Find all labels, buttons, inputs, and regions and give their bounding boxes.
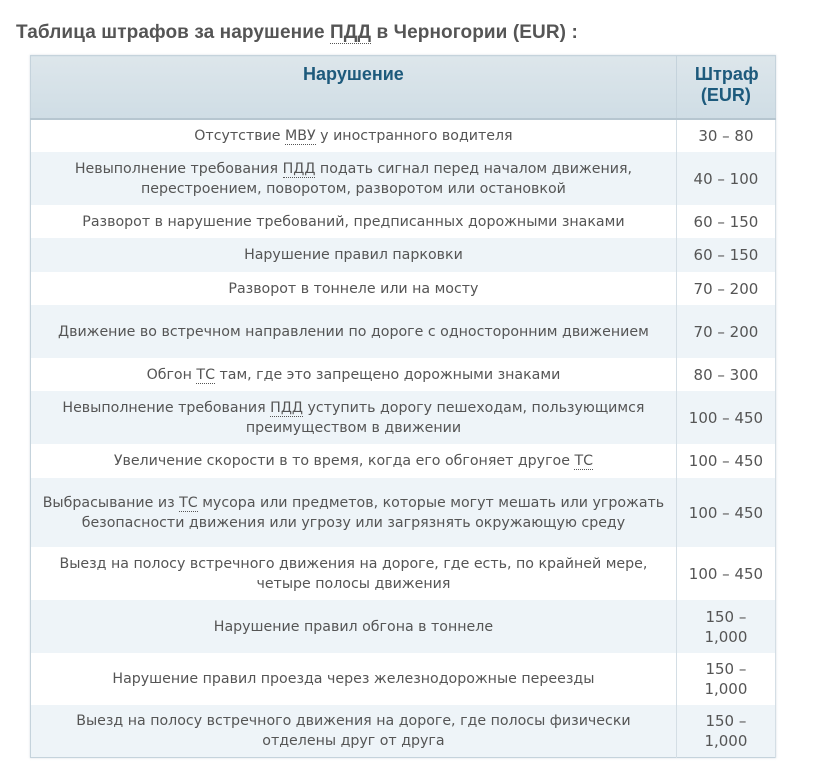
- violation-cell: Разворот в нарушение требований, предписанных дорожными знаками: [31, 205, 677, 238]
- violation-text: уступить дорогу пешеходам, пользующимся преимуществом в движении: [245, 399, 645, 436]
- violation-cell: [31, 119, 677, 152]
- abbr-pdd[interactable]: ПДД: [282, 160, 316, 177]
- fine-cell: 70 – 200: [676, 305, 775, 358]
- fine-cell: 80 – 300: [676, 358, 775, 391]
- table-row: [31, 391, 776, 444]
- table-row: [31, 205, 776, 238]
- violation-text: там, где это запрещено дорожными знаками: [214, 366, 561, 383]
- violation-cell: [31, 358, 677, 391]
- page-title: [16, 22, 578, 44]
- page-title-suffix: в Черногории (EUR) :: [371, 22, 578, 43]
- table-row: [31, 444, 776, 478]
- fine-cell: 40 – 100: [676, 152, 775, 205]
- table-row: [31, 600, 776, 653]
- abbr-ts[interactable]: ТС: [179, 494, 198, 511]
- fine-cell: 70 – 200: [676, 272, 775, 305]
- table-row: [31, 305, 776, 358]
- violation-cell: [31, 391, 677, 444]
- fine-value: 150 – 1,000: [704, 660, 748, 698]
- table-row: [31, 547, 776, 600]
- table-row: [31, 272, 776, 305]
- violation-text: Выбрасывание из: [42, 494, 180, 511]
- abbr-pdd[interactable]: ПДД: [270, 399, 303, 416]
- violation-text: Увеличение скорости в то время, когда его обгоняет другое: [113, 453, 575, 469]
- table-row: [31, 705, 776, 758]
- fine-cell: [676, 705, 775, 758]
- table-row: [31, 119, 776, 152]
- fine-value: 150 – 1,000: [704, 712, 748, 750]
- violation-cell: Выезд на полосу встречного движения на дороге, где полосы физически отделены друг от друга: [31, 705, 677, 758]
- table-row: [31, 478, 776, 547]
- fine-cell: 100 – 450: [676, 547, 775, 600]
- abbr-ts[interactable]: ТС: [574, 453, 594, 469]
- violation-text: Обгон: [146, 366, 197, 383]
- violation-text: Невыполнение требования: [74, 160, 283, 177]
- violation-cell: [31, 152, 677, 205]
- column-header-violation: Нарушение: [31, 56, 677, 120]
- violation-text: мусора или предметов, которые могут мешать или угрожать безопасности движения или угрозу или загрязнять окружающую среду: [81, 494, 665, 531]
- violation-cell: Нарушение правил проезда через железнодорожные переезды: [31, 653, 677, 705]
- violation-text: подать сигнал перед началом движения, перестроением, поворотом, разворотом или остановкой: [140, 160, 633, 197]
- table-row: [31, 653, 776, 705]
- page-title-prefix: Таблица штрафов за нарушение: [16, 22, 331, 43]
- table-header-row: [31, 56, 776, 120]
- violation-text: Невыполнение требования: [62, 399, 271, 416]
- violation-cell: [31, 444, 677, 478]
- fine-cell: 100 – 450: [676, 444, 775, 478]
- fine-cell: [676, 600, 775, 653]
- violation-cell: Выезд на полосу встречного движения на дороге, где есть, по крайней мере, четыре полосы движения: [31, 547, 677, 600]
- abbr-mvu[interactable]: МВУ: [285, 128, 316, 144]
- fine-cell: 60 – 150: [676, 238, 775, 272]
- fine-value: 150 – 1,000: [704, 607, 748, 646]
- table-row: [31, 152, 776, 205]
- fine-cell: 60 – 150: [676, 205, 775, 238]
- violation-text: у иностранного водителя: [315, 128, 513, 144]
- violation-cell: Движение во встречном направлении по дороге с односторонним движением: [31, 305, 677, 358]
- fine-cell: 100 – 450: [676, 478, 775, 547]
- violation-text: Отсутствие: [194, 128, 286, 144]
- violation-cell: Нарушение правил обгона в тоннеле: [31, 600, 677, 653]
- table-row: [31, 238, 776, 272]
- abbr-pdd[interactable]: ПДД: [330, 22, 372, 43]
- column-header-fine-label: Штраф (EUR): [694, 64, 759, 105]
- fine-cell: 100 – 450: [676, 391, 775, 444]
- abbr-ts[interactable]: ТС: [196, 366, 215, 383]
- table-row: [31, 358, 776, 391]
- fine-cell: [676, 653, 775, 705]
- violation-cell: [31, 478, 677, 547]
- violation-cell: Нарушение правил парковки: [31, 238, 677, 272]
- fine-cell: 30 – 80: [676, 119, 775, 152]
- column-header-fine: [676, 56, 775, 120]
- fines-table: [30, 55, 776, 758]
- violation-cell: Разворот в тоннеле или на мосту: [31, 272, 677, 305]
